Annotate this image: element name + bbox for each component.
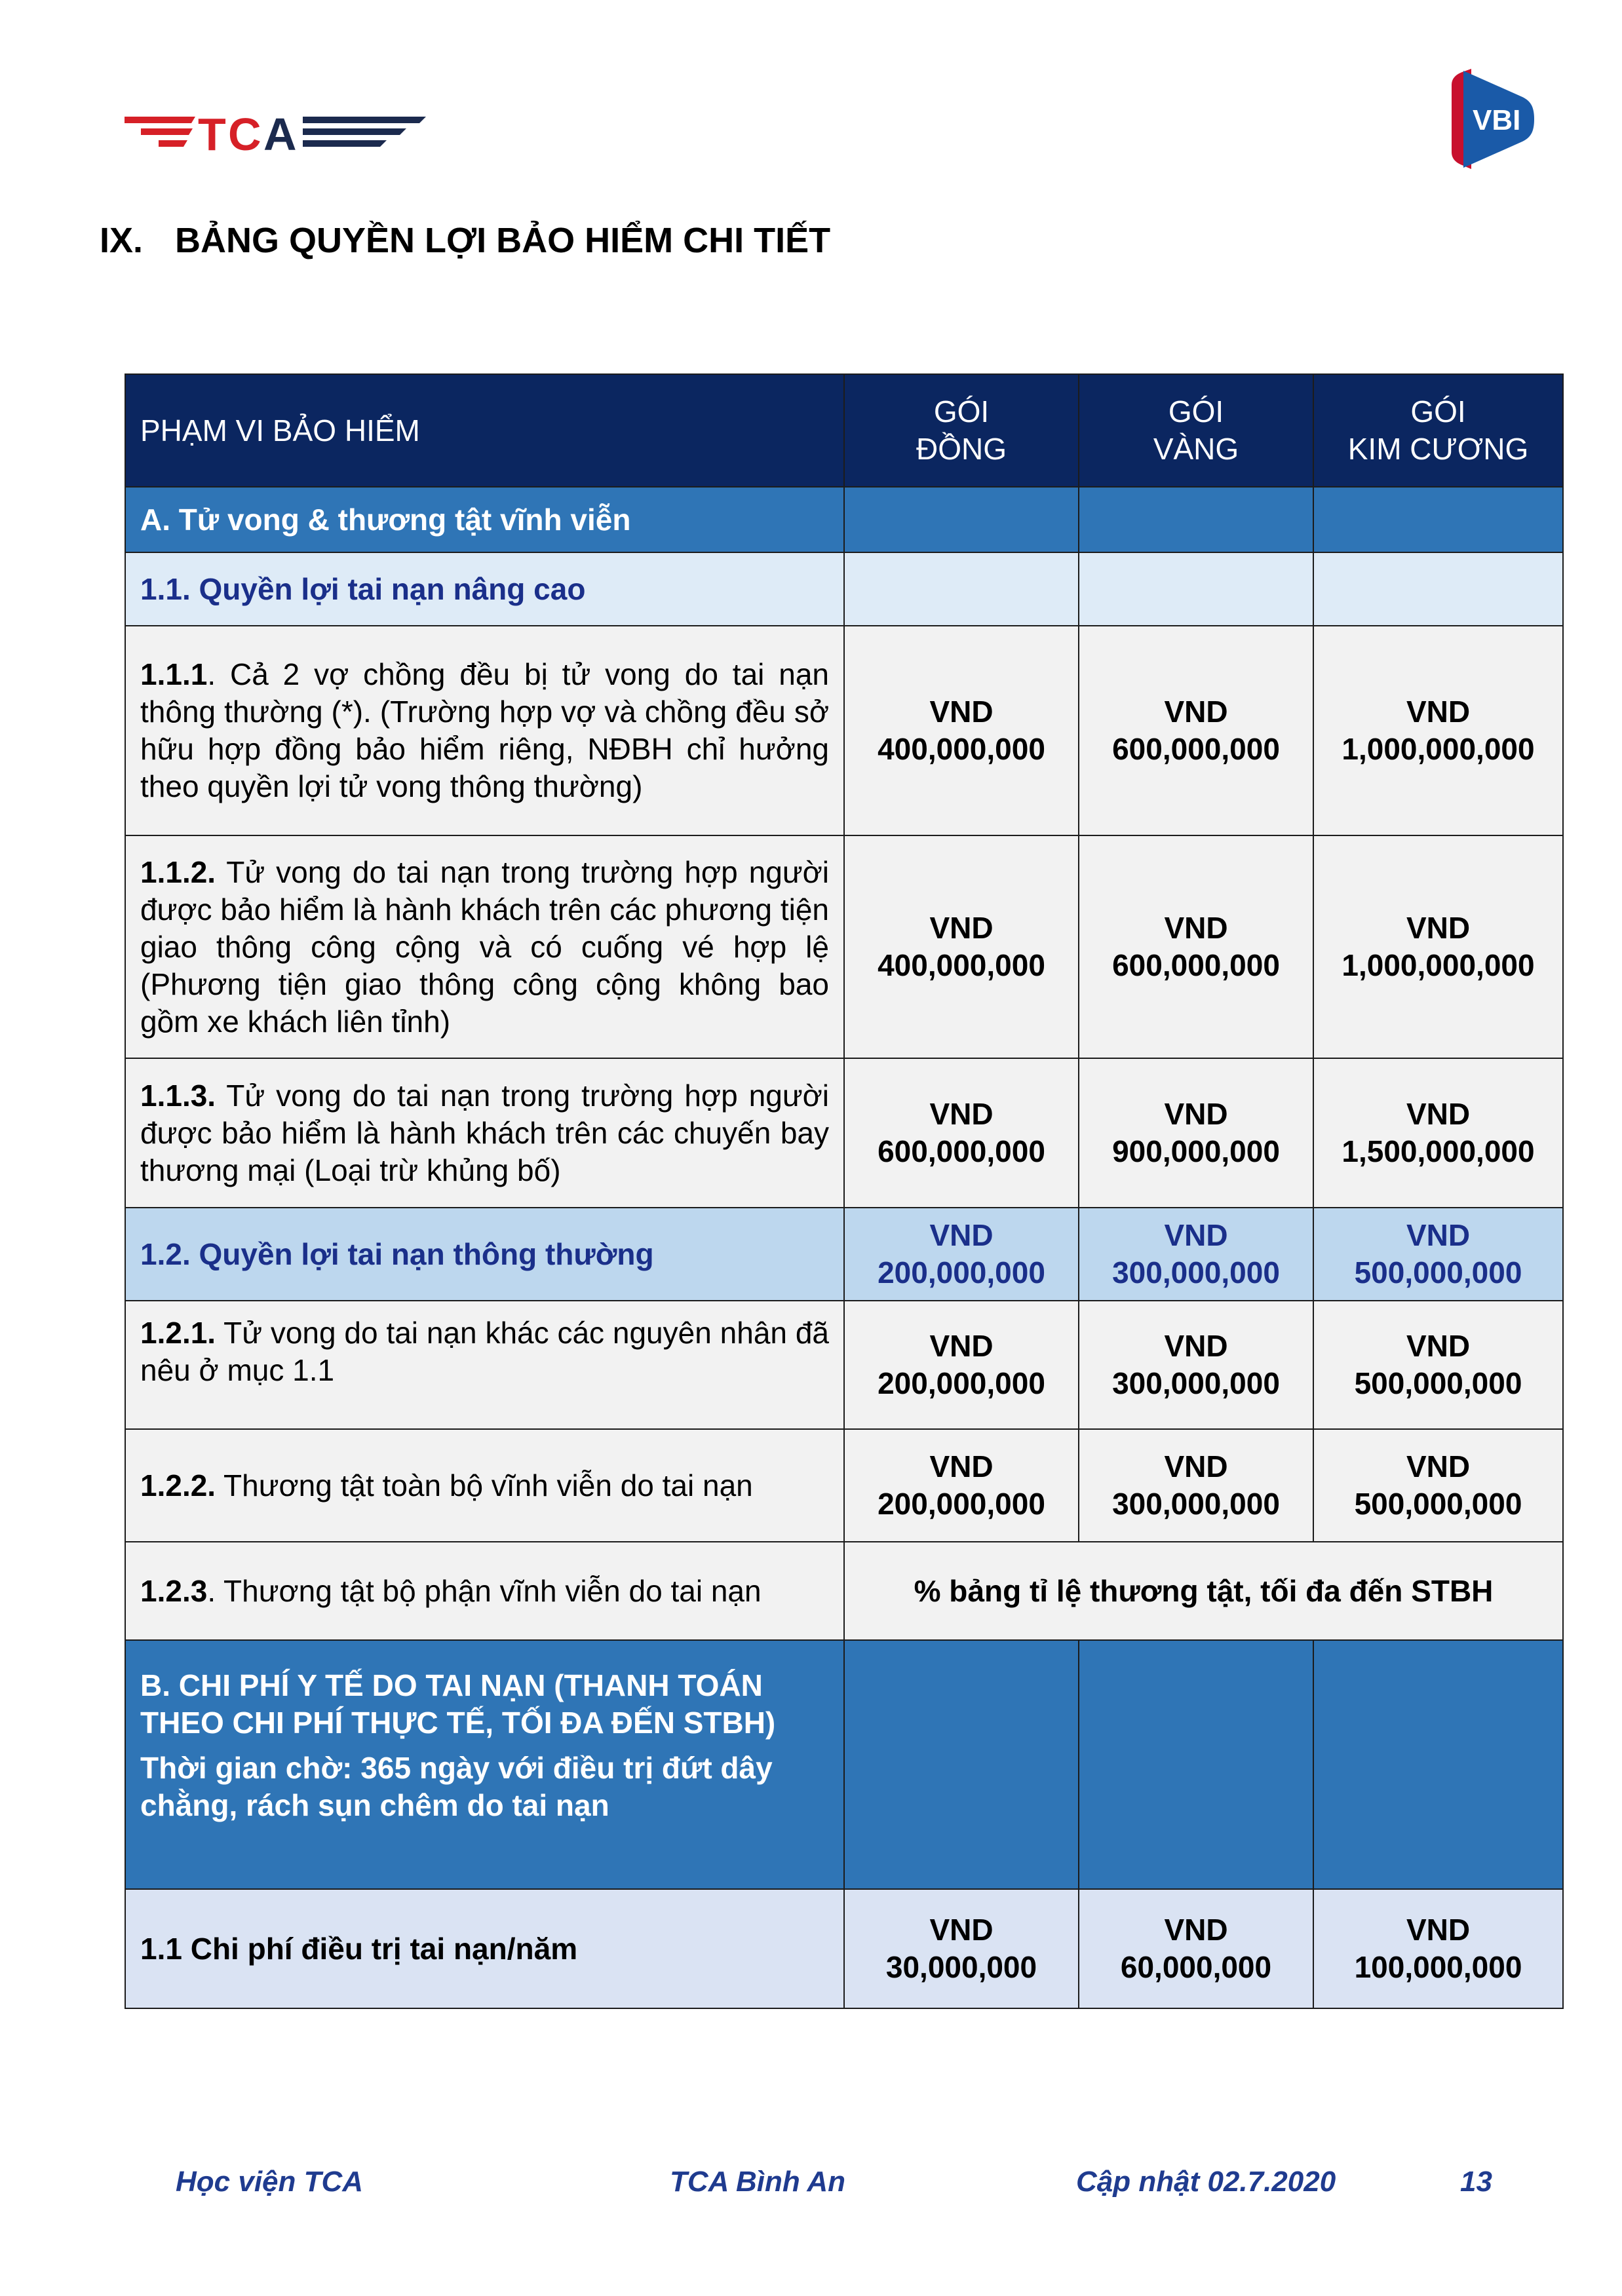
empty-cell xyxy=(1079,552,1313,626)
currency: VND xyxy=(1164,1329,1228,1363)
currency: VND xyxy=(1406,911,1471,945)
benefit-description xyxy=(125,1058,844,1208)
empty-cell xyxy=(1313,1640,1563,1889)
subsection-1-1-row xyxy=(125,552,1563,626)
amount-value: 400,000,000 xyxy=(878,948,1045,982)
currency: VND xyxy=(1164,1449,1228,1483)
amount-bronze xyxy=(844,1889,1079,2008)
currency: VND xyxy=(1164,695,1228,729)
currency: VND xyxy=(929,695,994,729)
amount-bronze xyxy=(844,626,1079,835)
header-package-diamond xyxy=(1313,374,1563,487)
amount-value: 200,000,000 xyxy=(878,1487,1045,1521)
empty-cell xyxy=(844,552,1079,626)
table-row xyxy=(125,1058,1563,1208)
benefit-code: 1.1.3. xyxy=(140,1078,216,1113)
currency: VND xyxy=(1164,1218,1228,1252)
benefit-description xyxy=(125,1542,844,1640)
footer-center: TCA Bình An xyxy=(670,2166,846,2198)
amount-value: 1,500,000,000 xyxy=(1342,1134,1535,1168)
benefits-table xyxy=(125,373,1564,2009)
amount-diamond xyxy=(1313,1429,1563,1542)
empty-cell xyxy=(844,1640,1079,1889)
currency: VND xyxy=(1406,695,1471,729)
section-title xyxy=(100,220,830,261)
currency: VND xyxy=(929,911,994,945)
benefit-code: 1.1.2. xyxy=(140,854,216,889)
svg-text:C: C xyxy=(228,109,261,157)
amount-value: 1,000,000,000 xyxy=(1342,948,1535,982)
package-label: GÓI xyxy=(1168,394,1224,429)
currency: VND xyxy=(1406,1218,1471,1252)
subsection-1-2-row xyxy=(125,1208,1563,1301)
table-row xyxy=(125,626,1563,835)
empty-cell xyxy=(1313,552,1563,626)
amount-value: 500,000,000 xyxy=(1354,1255,1522,1290)
amount-value: 300,000,000 xyxy=(1112,1366,1280,1400)
amount-bronze xyxy=(844,1429,1079,1542)
tca-logo xyxy=(125,105,426,157)
table-row xyxy=(125,1301,1563,1429)
currency: VND xyxy=(929,1449,994,1483)
empty-cell xyxy=(844,487,1079,552)
amount-gold xyxy=(1079,626,1313,835)
amount-bronze xyxy=(844,1301,1079,1429)
amount-value: 600,000,000 xyxy=(878,1134,1045,1168)
header-package-gold xyxy=(1079,374,1313,487)
benefit-text: Tử vong do tai nạn trong trường hợp người được bảo hiểm là hành khách trên các phương tiện giao thông công cộng và có cuống vé hợp lệ (Phương tiện giao thông công cộng không bao gồm xe khách liên tỉnh) xyxy=(140,854,829,1039)
benefit-code: 1.2.2. xyxy=(140,1468,216,1502)
footer-left: Học viện TCA xyxy=(176,2166,364,2198)
svg-text:A: A xyxy=(263,109,297,157)
currency: VND xyxy=(929,1329,994,1363)
amount-value: 300,000,000 xyxy=(1112,1487,1280,1521)
currency: VND xyxy=(929,1218,994,1252)
amount-value: 400,000,000 xyxy=(878,732,1045,766)
benefit-text: . Thương tật bộ phận vĩnh viễn do tai nạn xyxy=(207,1573,762,1608)
amount-diamond xyxy=(1313,1889,1563,2008)
benefit-text: Tử vong do tai nạn khác các nguyên nhân đã nêu ở mục 1.1 xyxy=(140,1316,829,1387)
footer-right: Cập nhật 02.7.2020 xyxy=(1076,2166,1336,2198)
benefit-description: 1.1 Chi phí điều trị tai nạn/năm xyxy=(125,1889,844,2008)
svg-text:T: T xyxy=(198,109,226,157)
subsection-1-2-title: 1.2. Quyền lợi tai nạn thông thường xyxy=(125,1208,844,1301)
table-row xyxy=(125,1429,1563,1542)
amount-bronze xyxy=(844,835,1079,1058)
package-name: KIM CƯƠNG xyxy=(1347,432,1529,466)
section-b-title: B. CHI PHÍ Y TẾ DO TAI NẠN (THANH TOÁN THEO CHI PHÍ THỰC TẾ, TỐI ĐA ĐẾN STBH) xyxy=(140,1668,776,1740)
benefit-description xyxy=(125,1429,844,1542)
amount-gold xyxy=(1079,1429,1313,1542)
package-name: VÀNG xyxy=(1153,432,1239,466)
amount-diamond xyxy=(1313,626,1563,835)
amount-gold xyxy=(1079,1058,1313,1208)
amount-bronze xyxy=(844,1208,1079,1301)
empty-cell xyxy=(1079,1640,1313,1889)
benefit-note: % bảng tỉ lệ thương tật, tối đa đến STBH xyxy=(844,1542,1563,1640)
package-name: ĐỒNG xyxy=(916,432,1007,466)
currency: VND xyxy=(1406,1913,1471,1947)
vbi-logo xyxy=(1445,66,1537,174)
benefit-code: 1.2.1. xyxy=(140,1316,216,1350)
package-label: GÓI xyxy=(933,394,990,429)
section-number: IX. xyxy=(100,221,144,260)
amount-value: 1,000,000,000 xyxy=(1342,732,1535,766)
amount-diamond xyxy=(1313,835,1563,1058)
svg-text:VBI: VBI xyxy=(1473,104,1521,136)
table-row xyxy=(125,835,1563,1058)
amount-value: 30,000,000 xyxy=(885,1950,1037,1984)
section-b-row xyxy=(125,1640,1563,1889)
amount-gold xyxy=(1079,1208,1313,1301)
amount-gold xyxy=(1079,835,1313,1058)
header-package-bronze xyxy=(844,374,1079,487)
amount-diamond xyxy=(1313,1058,1563,1208)
benefit-description xyxy=(125,626,844,835)
amount-value: 900,000,000 xyxy=(1112,1134,1280,1168)
section-a-row xyxy=(125,487,1563,552)
table-row xyxy=(125,1542,1563,1640)
section-b-cell xyxy=(125,1640,844,1889)
amount-value: 600,000,000 xyxy=(1112,732,1280,766)
section-a-title: A. Tử vong & thương tật vĩnh viễn xyxy=(125,487,844,552)
amount-diamond xyxy=(1313,1208,1563,1301)
benefit-description xyxy=(125,835,844,1058)
amount-bronze xyxy=(844,1058,1079,1208)
amount-gold xyxy=(1079,1301,1313,1429)
amount-value: 500,000,000 xyxy=(1354,1487,1522,1521)
benefit-text: Tử vong do tai nạn trong trường hợp người được bảo hiểm là hành khách trên các chuyến bay thương mại (Loại trừ khủng bố) xyxy=(140,1078,829,1187)
currency: VND xyxy=(929,1097,994,1131)
amount-value: 500,000,000 xyxy=(1354,1366,1522,1400)
header-scope: PHẠM VI BẢO HIỂM xyxy=(125,374,844,487)
amount-value: 300,000,000 xyxy=(1112,1255,1280,1290)
benefit-text: Thương tật toàn bộ vĩnh viễn do tai nạn xyxy=(216,1468,753,1502)
section-title-text: BẢNG QUYỀN LỢI BẢO HIỂM CHI TIẾT xyxy=(175,221,831,260)
table-header-row xyxy=(125,374,1563,487)
empty-cell xyxy=(1079,487,1313,552)
table-row xyxy=(125,1889,1563,2008)
amount-value: 60,000,000 xyxy=(1120,1950,1272,1984)
subsection-1-1-title: 1.1. Quyền lợi tai nạn nâng cao xyxy=(125,552,844,626)
amount-gold xyxy=(1079,1889,1313,2008)
page-number: 13 xyxy=(1460,2166,1492,2198)
benefit-text: . Cả 2 vợ chồng đều bị tử vong do tai nạn thông thường (*). (Trường hợp vợ và chồng đều sở hữu hợp đồng bảo hiểm riêng, NĐBH chỉ hưởng theo quyền lợi tử vong thông thường) xyxy=(140,657,829,803)
amount-value: 200,000,000 xyxy=(878,1255,1045,1290)
currency: VND xyxy=(1406,1329,1471,1363)
empty-cell xyxy=(1313,487,1563,552)
currency: VND xyxy=(1164,1913,1228,1947)
benefit-code: 1.1.1 xyxy=(140,657,208,691)
amount-diamond xyxy=(1313,1301,1563,1429)
amount-value: 100,000,000 xyxy=(1354,1950,1522,1984)
benefit-code: 1.2.3 xyxy=(140,1573,208,1608)
currency: VND xyxy=(1164,1097,1228,1131)
currency: VND xyxy=(929,1913,994,1947)
currency: VND xyxy=(1406,1449,1471,1483)
amount-value: 200,000,000 xyxy=(878,1366,1045,1400)
section-b-waiting-period: Thời gian chờ: 365 ngày với điều trị đứt dây chằng, rách sụn chêm do tai nạn xyxy=(140,1751,773,1822)
benefit-description xyxy=(125,1301,844,1429)
currency: VND xyxy=(1406,1097,1471,1131)
currency: VND xyxy=(1164,911,1228,945)
package-label: GÓI xyxy=(1410,394,1466,429)
amount-value: 600,000,000 xyxy=(1112,948,1280,982)
